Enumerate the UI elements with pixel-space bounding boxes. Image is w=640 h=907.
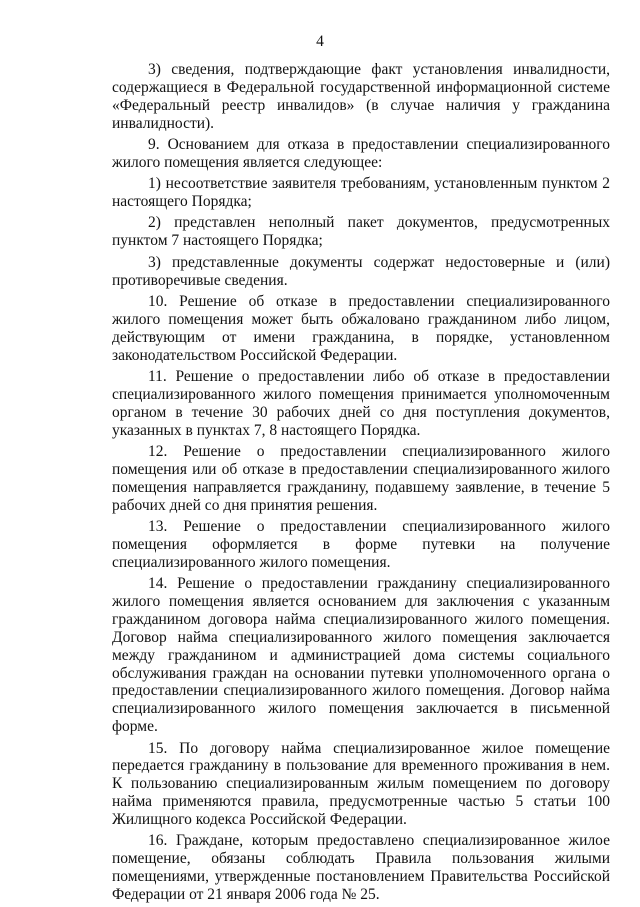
- paragraph-refusal-item-1: 1) несоответствие заявителя требованиям, установленным пунктом 2 настоящего Порядка;: [112, 175, 610, 211]
- paragraph-refusal-item-3: 3) представленные документы содержат недостоверные и (или) противоречивые сведения.: [112, 253, 610, 289]
- paragraph-11-decision-term: 11. Решение о предоставлении либо об отказе в предоставлении специализированного жилого помещения принимается уполномоченным органом в течение 30 рабочих дней со дня поступления документов, указанных в пунктах 7, 8 настоящего Порядка.: [112, 367, 610, 439]
- paragraph-13-voucher: 13. Решение о предоставлении специализированного жилого помещения оформляется в форме путевки на получение специализированного жилого помещения.: [112, 517, 610, 571]
- paragraph-9-refusal-grounds: 9. Основанием для отказа в предоставлении специализированного жилого помещения является следующее:: [112, 136, 610, 171]
- paragraph-14-rental-contract: 14. Решение о предоставлении гражданину специализированного жилого помещения является основанием для заключения с указанным гражданином договора найма специализированного жилого помещения. Договор найма специализированного жилого помещения заключается между гражданином и администрацией дома системы социального обслуживания граждан на основании путевки уполномоченного органа о предоставлении специализированного жилого помещения. Договор найма специализированного жилого помещения заключается в письменной форме.: [112, 574, 610, 736]
- paragraph-10-appeal: 10. Решение об отказе в предоставлении специализированного жилого помещения может быть обжаловано гражданином либо лицом, действующим от имени гражданина, в порядке, установленном законодательством Российской Федерации.: [112, 292, 610, 364]
- paragraph-12-decision-delivery: 12. Решение о предоставлении специализированного жилого помещения или об отказе в предоставлении специализированного жилого помещения направляется гражданину, подавшему заявление, в течение 5 рабочих дней со дня принятия решения.: [112, 442, 610, 514]
- paragraph-item-3-disability-info: 3) сведения, подтверждающие факт установления инвалидности, содержащиеся в Федеральной государственной информационной системе «Федеральный реестр инвалидов» (в случае наличия у гражданина инвалидности).: [112, 61, 610, 132]
- paragraph-16-rules-of-use: 16. Граждане, которым предоставлено специализированное жилое помещение, обязаны соблюдать Правила пользования жилыми помещениями, утвержденные постановлением Правительства Российской Федерации от 21 января 2006 года № 25.: [112, 832, 610, 904]
- document-body: [112, 61, 610, 907]
- page-number: 4: [316, 33, 324, 50]
- paragraph-refusal-item-2: 2) представлен неполный пакет документов, предусмотренных пунктом 7 настоящего Порядка;: [112, 214, 610, 250]
- paragraph-15-temporary-use: 15. По договору найма специализированное жилое помещение передается гражданину в пользование для временного проживания в нем. К пользованию специализированным жилым помещением по договору найма применяются правила, предусмотренные частью 5 статьи 100 Жилищного кодекса Российской Федерации.: [112, 739, 610, 829]
